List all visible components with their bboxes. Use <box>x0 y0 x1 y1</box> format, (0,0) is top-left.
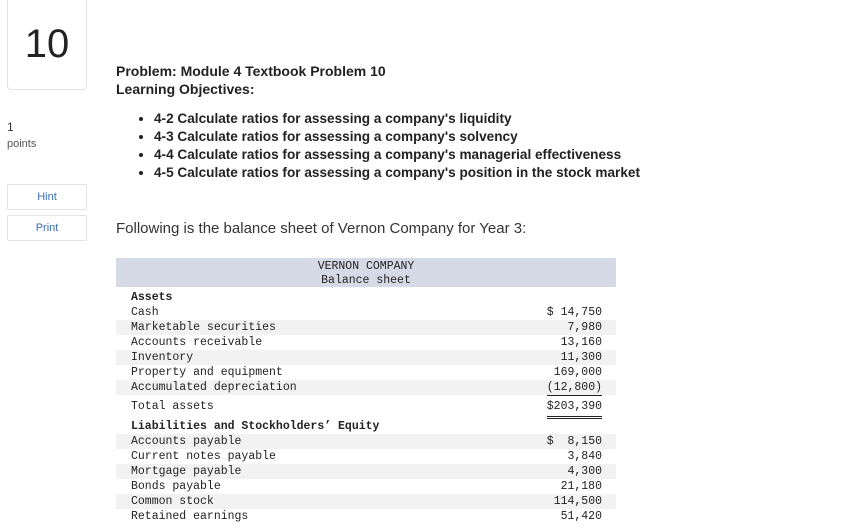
objective-item: • 4-4 Calculate ratios for assessing a company's managerial effectiveness <box>154 146 846 164</box>
total-assets-row: Total assets $203,390 <box>116 398 616 416</box>
question-number: 10 <box>7 0 87 90</box>
table-row: Retained earnings 51,420 <box>131 510 602 523</box>
table-row: Inventory 11,300 <box>116 350 616 365</box>
table-row: Accounts receivable 13,160 <box>131 336 602 349</box>
print-button[interactable]: Print <box>7 215 87 241</box>
objective-item: • 4-2 Calculate ratios for assessing a company's liquidity <box>154 110 846 128</box>
balance-sheet <box>116 258 616 524</box>
problem-content <box>116 62 846 182</box>
objective-item: • 4-5 Calculate ratios for assessing a company's position in the stock market <box>154 164 846 182</box>
table-row: Accounts payable $ 8,150 <box>116 434 616 449</box>
points-value: 1 <box>7 120 14 134</box>
points-label: points <box>7 138 37 150</box>
intro-text: Following is the balance sheet of Vernon Company for Year 3: <box>116 220 527 237</box>
table-row: Marketable securities 7,980 <box>116 320 616 335</box>
table-row: Bonds payable 21,180 <box>131 480 602 493</box>
table-row: Current notes payable 3,840 <box>131 450 602 463</box>
sheet-subtitle: Balance sheet <box>321 274 411 287</box>
assets-header: Assets <box>131 291 173 304</box>
table-row: Mortgage payable 4,300 <box>116 464 616 479</box>
objectives-title: Learning Objectives: <box>116 81 255 97</box>
table-row: Common stock 114,500 <box>116 494 616 509</box>
objectives-list <box>116 110 846 182</box>
table-row: Property and equipment 169,000 <box>131 366 602 379</box>
table-row: Accumulated depreciation (12,800) <box>116 380 616 395</box>
sheet-header <box>116 258 616 287</box>
objective-item: • 4-3 Calculate ratios for assessing a company's solvency <box>154 128 846 146</box>
table-row: Cash $ 14,750 <box>131 306 602 319</box>
liabilities-header: Liabilities and Stockholders’ Equity <box>131 420 380 433</box>
hint-button[interactable]: Hint <box>7 184 87 210</box>
company-name: VERNON COMPANY <box>317 260 415 273</box>
problem-title: Problem: Module 4 Textbook Problem 10 <box>116 63 386 79</box>
